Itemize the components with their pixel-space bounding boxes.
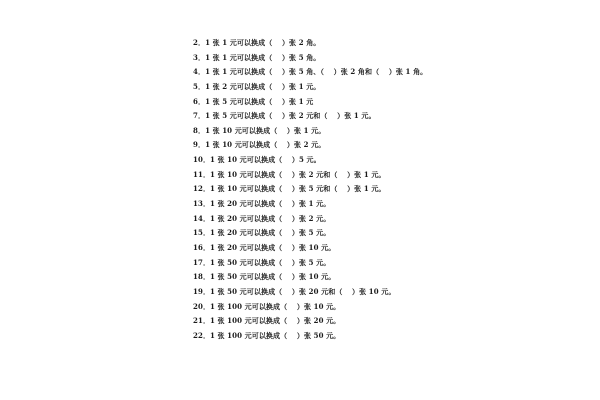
exercise-item-7: 7．1 张 5 元可以换成（ ）张 2 元和（ ）张 1 元。	[193, 111, 376, 121]
exercise-item-15: 15．1 张 20 元可以换成（ ）张 5 元。	[193, 228, 331, 238]
exercise-item-12: 12．1 张 10 元可以换成（ ）张 5 元和（ ）张 1 元。	[193, 184, 386, 194]
exercise-item-10: 10．1 张 10 元可以换成（ ）5 元。	[193, 155, 321, 165]
exercise-item-22: 22．1 张 100 元可以换成（ ）张 50 元。	[193, 330, 341, 340]
exercise-item-3: 3．1 张 1 元可以换成（ ）张 5 角。	[193, 52, 321, 62]
exercise-item-13: 13．1 张 20 元可以换成（ ）张 1 元。	[193, 199, 331, 209]
exercise-item-2: 2．1 张 1 元可以换成（ ）张 2 角。	[193, 38, 321, 47]
exercise-item-5: 5．1 张 2 元可以换成（ ）张 1 元。	[193, 81, 321, 91]
exercise-item-4: 4．1 张 1 元可以换成（ ）张 5 角、（ ）张 2 角和（ ）张 1 角。	[193, 67, 428, 77]
exercise-item-20: 20．1 张 100 元可以换成（ ）张 10 元。	[193, 301, 341, 311]
exercise-item-11: 11．1 张 10 元可以换成（ ）张 2 元和（ ）张 1 元。	[193, 169, 386, 179]
exercise-item-21: 21．1 张 100 元可以换成（ ）张 20 元。	[193, 316, 341, 326]
exercise-item-16: 16．1 张 20 元可以换成（ ）张 10 元。	[193, 242, 336, 252]
exercise-item-8: 8．1 张 10 元可以换成（ ）张 1 元。	[193, 125, 326, 135]
exercise-item-19: 19．1 张 50 元可以换成（ ）张 20 元和（ ）张 10 元。	[193, 286, 396, 296]
exercise-item-14: 14．1 张 20 元可以换成（ ）张 2 元。	[193, 213, 331, 223]
exercise-item-18: 18．1 张 50 元可以换成（ ）张 10 元。	[193, 272, 336, 282]
exercise-item-6: 6．1 张 5 元可以换成（ ）张 1 元	[193, 96, 314, 106]
exercise-list	[193, 36, 427, 343]
exercise-item-9: 9．1 张 10 元可以换成（ ）张 2 元。	[193, 140, 326, 150]
exercise-item-17: 17．1 张 50 元可以换成（ ）张 5 元。	[193, 257, 331, 267]
